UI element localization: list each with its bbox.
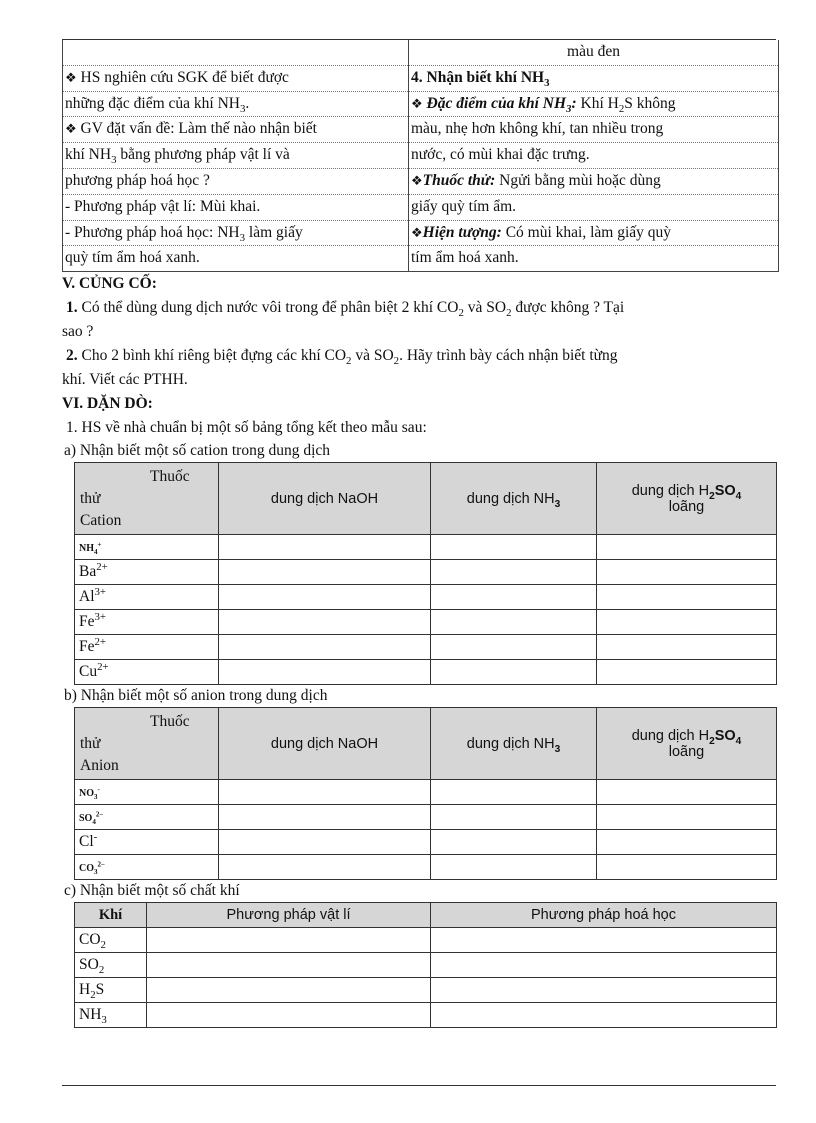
bullet-icon: ❖: [65, 121, 77, 137]
col-chemical: Phương pháp hoá học: [431, 903, 777, 928]
table-row: $SO_2$: [75, 953, 777, 978]
table-row: $Fe^{2+}$: [75, 635, 777, 660]
col-nh3: dung dịch $NH_3$: [431, 463, 597, 535]
question-2: 2. Cho 2 bình khí riêng biệt đựng các khí $CO_2$ và $SO_2$. Hãy trình bày cách nhận biết từng: [66, 347, 618, 368]
table-row: $NO_3^-$: [75, 780, 777, 805]
cation-table: [74, 462, 777, 685]
teacher-cell-empty: [63, 40, 409, 65]
activity-cell: ❖ HS nghiên cứu SGK để biết được: [63, 65, 409, 91]
section-6-heading: VI. DẶN DÒ:: [62, 395, 153, 413]
table-row: $CO_2$: [75, 928, 777, 953]
col-physical: Phương pháp vật lí: [147, 903, 431, 928]
gas-table: [74, 902, 777, 1028]
col-naoh: dung dịch NaOH: [219, 708, 431, 780]
bullet-icon: ❖: [411, 172, 423, 188]
teaching-table: màu đen ❖ HS nghiên cứu SGK để biết được 4. Nhận biết khí $NH_3$ những đặc điểm của khí $NH_3$. ❖ Đặc điểm của khí $NH_3$: Khí $H_2S$ không ❖ GV đặt vấn đề: Làm thế nào nhận biết màu, nhẹ hơn không khí, tan nhiều trong khí $NH_3$ bằng phương pháp vật lí và nước, có mùi khai đặc trưng. phương pháp hoá học ? ❖Thuốc thử: Ngửi bằng mùi hoặc dùng - Phương pháp vật lí: Mùi khai. giấy quỳ tím ẩm. - Phương pháp hoá học: $NH_3$ làm giấy ❖Hiện tượng: Có mùi khai, làm giấy quỳ quỳ tím ẩm hoá xanh. tím ẩm hoá xanh.: [62, 40, 779, 272]
homework-task: 1. HS về nhà chuẩn bị một số bảng tổng kết theo mẫu sau:: [66, 419, 427, 437]
table-row: $H_2S$: [75, 978, 777, 1003]
table-row: $Ba^{2+}$: [75, 560, 777, 585]
page: màu đen ❖ HS nghiên cứu SGK để biết được 4. Nhận biết khí $NH_3$ những đặc điểm của khí $NH_3$. ❖ Đặc điểm của khí $NH_3$: Khí $H_2S$ không ❖ GV đặt vấn đề: Làm thế nào nhận biết màu, nhẹ hơn không khí, tan nhiều trong khí $NH_3$ bằng phương pháp vật lí và nước, có mùi khai đặc trưng. phương pháp hoá học ? ❖Thuốc thử: Ngửi bằng mùi hoặc dùng - Phương pháp vật lí: Mùi khai. giấy quỳ tím ẩm. - Phương pháp hoá học: $NH_3$ làm giấy ❖Hiện tượng: Có mùi khai, làm giấy quỳ quỳ tím ẩm hoá xanh. tím ẩm hoá xanh. V. CỦNG CỐ: 1. Có thể dùng dung dịch nước vôi trong để phân biệt 2 khí $CO_2$ và $SO_2$ được không ? Tại sao ? 2. Cho 2 bình khí riêng biệt đựng các khí $CO_2$ và $SO_2$. Hãy trình bày cách nhận biết từng khí. Viết các PTHH. VI. DẶN DÒ: 1. HS về nhà chuẩn bị một số bảng tổng kết theo mẫu sau: a) Nhận biết một số cation trong dung dịch Thuốc thử Cation dung dịch NaOH dung dịch $NH_3$ dung dịch $H_2SO_4$ loãng $NH_4^+$ $Ba^{2+}$ $Al^{3+}$ $Fe^{3+}$ $Fe^{2+}$ $Cu^{2+}$ b) Nhận biết một số anion trong dung dịch Thuốc thử Anion dung dịch NaOH dung dịch $NH_3$ dung dịch $H_2SO_4$ loãng $NO_3^-$ $SO_4^{2-}$ Cl- $CO_3^{2-}$ c) Nhận biết một số chất khí Khí Phương pháp vật lí Phương pháp hoá học $CO_2$ $SO_2$ $H_2S$ $NH_3$: [62, 40, 778, 1028]
bullet-icon: ❖: [411, 224, 423, 240]
table-b-caption: b) Nhận biết một số anion trong dung dịch: [64, 687, 328, 705]
table-a-caption: a) Nhận biết một số cation trong dung dịch: [64, 442, 331, 460]
table-c-caption: c) Nhận biết một số chất khí: [64, 882, 240, 900]
bullet-icon: ❖: [411, 95, 423, 111]
corner-cell: Thuốc thử Anion: [75, 708, 219, 780]
anion-table: [74, 707, 777, 880]
col-h2so4: dung dịch $H_2SO_4$ loãng: [597, 708, 777, 780]
table-row: $Fe^{3+}$: [75, 610, 777, 635]
section-title-cell: 4. Nhận biết khí $NH_3$: [409, 65, 779, 91]
col-gas: Khí: [75, 903, 147, 928]
table-row: $Al^{3+}$: [75, 585, 777, 610]
section-5-heading: V. CỦNG CỐ:: [62, 275, 157, 293]
table-row: $SO_4^{2-}$: [75, 805, 777, 830]
bottom-rule: [62, 1085, 776, 1086]
col-naoh: dung dịch NaOH: [219, 463, 431, 535]
table-row: $CO_3^{2-}$: [75, 855, 777, 880]
table-row: Cl-: [75, 830, 777, 855]
col-nh3: dung dịch $NH_3$: [431, 708, 597, 780]
previous-result: màu đen: [409, 40, 779, 65]
table-row: $NH_4^+$: [75, 535, 777, 560]
col-h2so4: dung dịch $H_2SO_4$ loãng: [597, 463, 777, 535]
table-row: $Cu^{2+}$: [75, 660, 777, 685]
bullet-icon: ❖: [65, 69, 77, 85]
question-1: 1. Có thể dùng dung dịch nước vôi trong để phân biệt 2 khí $CO_2$ và $SO_2$ được không ? Tại: [66, 299, 625, 320]
corner-cell: Thuốc thử Cation: [75, 463, 219, 535]
table-row: $NH_3$: [75, 1003, 777, 1028]
